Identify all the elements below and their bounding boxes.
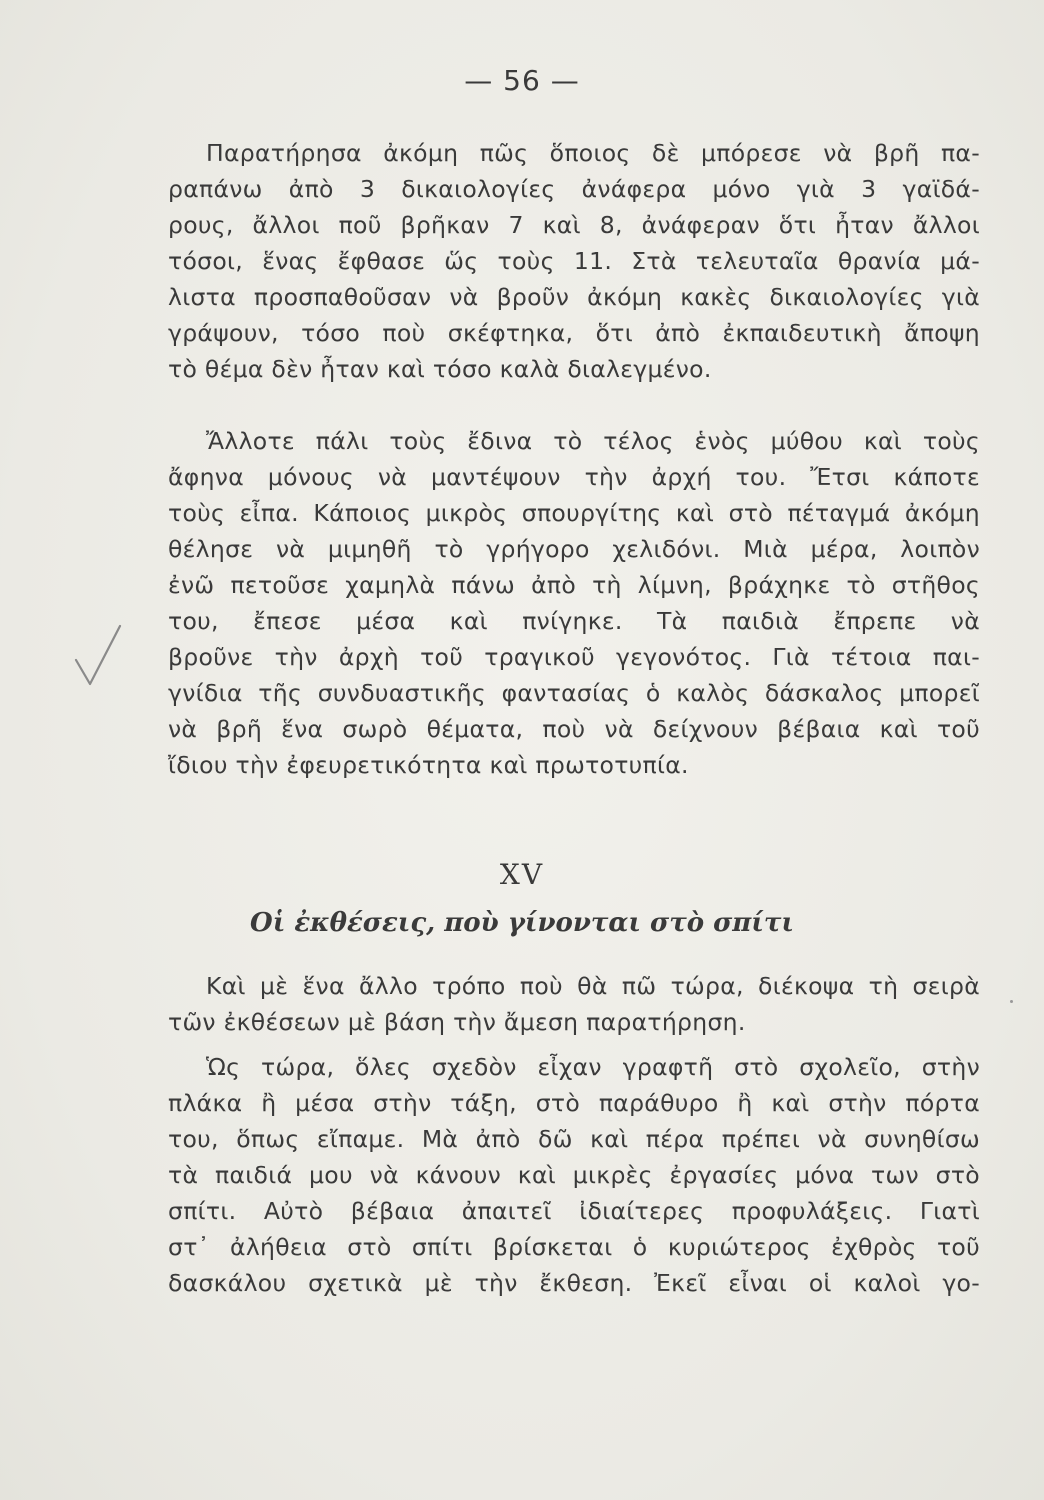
- chapter-number: XV: [499, 858, 545, 891]
- paragraph3-line-1: Καὶ μὲ ἕνα ἄλλο τρόπο ποὺ θὰ πῶ τώρα, διέκοψα τὴ σειρὰ: [206, 972, 980, 1000]
- paragraph2-line-10: ἴδιου τὴν ἐφευρετικότητα καὶ πρωτοτυπία.: [168, 751, 689, 779]
- paragraph4-line-5: σπίτι. Αὐτὸ βέβαια ἀπαιτεῖ ἰδιαίτερες προφυλάξεις. Γιατὶ: [168, 1197, 980, 1225]
- paper-speck: [1010, 1000, 1013, 1003]
- paragraph1-line-1: Παρατήρησα ἀκόμη πῶς ὅποιος δὲ μπόρεσε νὰ βρῆ πα-: [206, 139, 980, 167]
- paragraph1-line-3: ρους, ἄλλοι ποῦ βρῆκαν 7 καὶ 8, ἀνάφεραν ὅτι ἦταν ἄλλοι: [168, 211, 980, 239]
- paragraph3-line-2: τῶν ἐκθέσεων μὲ βάση τὴν ἄμεση παρατήρηση.: [168, 1008, 746, 1036]
- paragraph2-line-4: θέλησε νὰ μιμηθῆ τὸ γρήγορο χελιδόνι. Μιὰ μέρα, λοιπὸν: [168, 535, 980, 563]
- paragraph2-line-6: του, ἔπεσε μέσα καὶ πνίγηκε. Τὰ παιδιὰ ἔπρεπε νὰ: [168, 607, 980, 635]
- pencil-check-mark-icon: [68, 622, 128, 692]
- paragraph1-line-4: τόσοι, ἕνας ἔφθασε ὥς τοὺς 11. Στὰ τελευταῖα θρανία μά-: [168, 247, 980, 275]
- paragraph2-line-8: γνίδια τῆς συνδυαστικῆς φαντασίας ὁ καλὸς δάσκαλος μπορεῖ: [168, 679, 980, 707]
- paragraph2-line-3: τοὺς εἶπα. Κάποιος μικρὸς σπουργίτης καὶ στὸ πέταγμά ἀκόμη: [168, 499, 980, 527]
- paragraph2-line-5: ἐνῶ πετοῦσε χαμηλὰ πάνω ἀπὸ τὴ λίμνη, βράχηκε τὸ στῆθος: [168, 571, 980, 599]
- paragraph4-line-2: πλάκα ἢ μέσα στὴν τάξη, στὸ παράθυρο ἢ καὶ στὴν πόρτα: [168, 1089, 980, 1117]
- paragraph4-line-6: στ᾿ ἀλήθεια στὸ σπίτι βρίσκεται ὁ κυριώτερος ἐχθρὸς τοῦ: [168, 1233, 980, 1261]
- paragraph1-line-2: ραπάνω ἀπὸ 3 δικαιολογίες ἀνάφερα μόνο γιὰ 3 γαϊδά-: [168, 175, 980, 203]
- paragraph2-line-1: Ἄλλοτε πάλι τοὺς ἔδινα τὸ τέλος ἑνὸς μύθου καὶ τοὺς: [206, 427, 980, 455]
- paragraph4-line-3: του, ὅπως εἴπαμε. Μὰ ἀπὸ δῶ καὶ πέρα πρέπει νὰ συνηθίσω: [168, 1125, 980, 1153]
- paragraph1-line-6: γράψουν, τόσο ποὺ σκέφτηκα, ὅτι ἀπὸ ἐκπαιδευτικὴ ἄποψη: [168, 319, 980, 347]
- paragraph1-line-5: λιστα προσπαθοῦσαν νὰ βροῦν ἀκόμη κακὲς δικαιολογίες γιὰ: [168, 283, 980, 311]
- chapter-title: Οἱ ἐκθέσεις, ποὺ γίνονται στὸ σπίτι: [250, 908, 794, 938]
- paragraph4-line-1: Ὡς τώρα, ὅλες σχεδὸν εἶχαν γραφτῆ στὸ σχολεῖο, στὴν: [206, 1053, 980, 1081]
- page-number: — 56 —: [464, 64, 580, 97]
- paragraph4-line-7: δασκάλου σχετικὰ μὲ τὴν ἔκθεση. Ἐκεῖ εἶναι οἱ καλοὶ γο-: [168, 1269, 980, 1297]
- paragraph2-line-9: νὰ βρῆ ἕνα σωρὸ θέματα, ποὺ νὰ δείχνουν βέβαια καὶ τοῦ: [168, 715, 980, 743]
- paragraph2-line-2: ἄφηνα μόνους νὰ μαντέψουν τὴν ἀρχή του. Ἔτσι κάποτε: [168, 463, 980, 491]
- paragraph2-line-7: βροῦνε τὴν ἀρχὴ τοῦ τραγικοῦ γεγονότος. Γιὰ τέτοια παι-: [168, 643, 980, 671]
- paragraph1-line-7: τὸ θέμα δὲν ἦταν καὶ τόσο καλὰ διαλεγμένο.: [168, 355, 712, 383]
- paragraph4-line-4: τὰ παιδιά μου νὰ κάνουν καὶ μικρὲς ἐργασίες μόνα των στὸ: [168, 1161, 980, 1189]
